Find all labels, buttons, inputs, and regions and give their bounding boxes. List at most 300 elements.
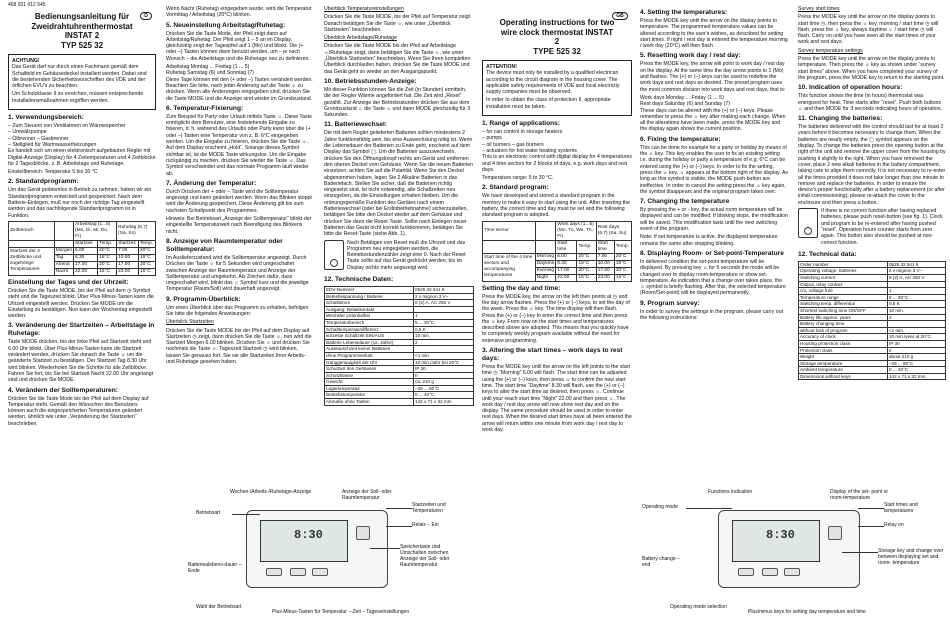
table-cell bbox=[414, 346, 474, 353]
de-s1-list bbox=[8, 123, 156, 148]
table-row bbox=[325, 346, 474, 353]
table-cell: IP 30 bbox=[414, 366, 474, 373]
table-cell: <1 min. bbox=[887, 327, 945, 334]
table-cell bbox=[887, 321, 945, 328]
gb-column-1 bbox=[482, 12, 632, 480]
table-cell: Nacht bbox=[54, 268, 73, 275]
table-cell: c/o, voltage free bbox=[799, 288, 888, 295]
de-standard-table bbox=[8, 221, 156, 276]
table-cell: 2 bbox=[414, 339, 474, 346]
de-warning-text-1: Das Gerät darf nur durch einen Fachmann gemäß dem Schaltbild im Gehäusedeckel installiert werden. Dabei sind die bestehenden Sicherheitsvorschriften des VDE und der örtlichen EVU's zu beachten. bbox=[12, 64, 147, 90]
table-cell: Dimensions without keys bbox=[799, 373, 888, 380]
table-row bbox=[483, 253, 632, 260]
table-cell: 8.30 bbox=[556, 260, 577, 267]
table-cell: 5 ... 30°C bbox=[414, 319, 474, 326]
table-cell: 15°C bbox=[614, 274, 631, 281]
table-cell: EDV-Nummer bbox=[325, 286, 414, 293]
plus-button[interactable] bbox=[784, 568, 800, 576]
table-cell: Schutzart des Gehäuses bbox=[325, 366, 414, 373]
table-cell: 2 x mignon 3 V– bbox=[414, 293, 474, 300]
gb-s6-text: This can be done for example for a party or holiday by means of the ☼ key. This key enables the user to fix an existing setting i.e. during the holiday or party a temperature of e.g. 6°C can be entered using the (+) or (–) keys. In order to fix the setting, press the ☼ key. ☼ appears at the bottom right of the display. As long as this symbol is visible, the MODE push-button are ineffective. In order to cancel the setting press the ☼ key again, the symbol disappears and the original program takes over. bbox=[640, 144, 788, 195]
de-s11-title: 11. Batteriewechsel: bbox=[324, 121, 388, 129]
list-item: – Zum Steuern von Ventilatoren im Wärmespeicher bbox=[8, 123, 126, 130]
de-s5-text2: Diese Tage können mit den (+ oder –) Tasten verändert werden. Beachten Sie bitte, nach jeder Änderung auf die Taste ☼ zu drücken. Wenn alle Änderungen eingegeben sind, drücken Sie die Taste MODE und die Anzeige sind wieder im Grundzustand. bbox=[166, 76, 313, 102]
gb-sd-text: Press the MODE key, the arrow on the left then points at ◷ and the day arrow flashes. Press the (+) or (–) keys, to set the day of the week. Press the ☼ key. The time display will then flash. Press the (+) or (–) key to enter the correct time and then press the ☼ key. From now on the start times and temperatures described above are adopted. This means that you quickly have to completely weekly program available without the need for extensive programming. bbox=[482, 293, 630, 344]
table-row bbox=[799, 360, 946, 367]
table-row bbox=[325, 326, 474, 333]
table-row bbox=[799, 261, 946, 268]
table-cell: –25 ... 60°C bbox=[887, 360, 945, 367]
table-cell: 6.00 bbox=[556, 253, 577, 260]
de-s2b-text: Drücken Sie die Taste MODE, bis der Pfeil auf dem ◷ Symbol steht und die Tageszeit blinkt. Über Plus-Minus-Tasten kann die Uhrzeit eingestellt werden. Drücken Sie MODE um die Einstellung zu bestätigen. Nun kann der Wochentag eingestellt werden. bbox=[8, 287, 154, 320]
gb-attention-box bbox=[482, 60, 632, 116]
gb-attention-text-1: The device must only be installed by a qualified electrican according to the circuit diagram in the housing cover. The applicable safety requirements of VDE and local electricity supply companies must be observed. bbox=[486, 70, 620, 96]
list-item: – for can control in storage heaters bbox=[482, 129, 563, 136]
table-row bbox=[799, 367, 946, 374]
table-row bbox=[325, 339, 474, 346]
gb-standard-table bbox=[482, 221, 632, 282]
de-column-2 bbox=[166, 6, 314, 486]
leader-line bbox=[232, 514, 260, 515]
leader-line bbox=[386, 508, 412, 509]
table-subheader: Start time bbox=[596, 240, 614, 253]
table-cell: 1 bbox=[887, 288, 945, 295]
table-row bbox=[325, 319, 474, 326]
gb-s5-list bbox=[640, 95, 788, 108]
label-relay: Relay on bbox=[884, 522, 904, 528]
de-tech-table bbox=[324, 286, 474, 406]
table-row bbox=[799, 354, 946, 361]
table-cell: Schutzklasse bbox=[325, 372, 414, 379]
de-s9-sub: Überblick Startzeiten bbox=[166, 319, 214, 326]
plus-button[interactable] bbox=[312, 568, 328, 576]
table-cell: 10 min. bbox=[887, 307, 945, 314]
de-s6-text: Zum Beispiel für Party oder Urlaub mittels Taste ☼. Diese Taste ermöglicht dem Benutzer, eine feststehende Eingabe zu fixieren, d. h. während des Urlaubs oder Party kann über die (+ oder –) Tasten eine Temperatur von z. B. 6°C eingegeben werden. Um die Eingabe zu fixieren, drücken Sie die Taste ☼. Auf dem Display erscheint „Hold“. Solange dieses Symbol sichtbar ist, ist die MODE Taste wirkungslos. Um die Eingabe rückgängig zu machen, drücken Sie wieder die Taste ☼. Das Symbol verschwindet und das normale Programm läuft wieder ab. bbox=[166, 113, 312, 177]
de-warning-box bbox=[8, 54, 156, 110]
gb-column-2 bbox=[640, 6, 788, 482]
table-cell: 15°C bbox=[138, 268, 155, 275]
table-header: Ruhetag (6,7) (Sa, So) bbox=[117, 221, 156, 240]
table-cell: 20°C bbox=[577, 253, 596, 260]
table-cell: 8.30 bbox=[73, 254, 97, 261]
table-row bbox=[325, 333, 474, 340]
de-s1-range: Einstellbereich: Temperatur 5 bis 30 °C bbox=[8, 169, 98, 176]
list-item: – actuators for hot water heating systems bbox=[482, 147, 577, 154]
de-s9-sub3: Überblick Arbeitstage/Ruhetage bbox=[324, 35, 397, 42]
gb-s9-text: In order to survey the settings in the program, please carry out the following instructions: bbox=[640, 308, 784, 321]
de-c2-intro: Wenn Nacht (Ruhetag) eingegeben wurde, wird die Temperatur Vormittag / Arbeitstag (20°C) blinken. bbox=[166, 6, 312, 19]
list-item: – Ölbrenner – Gasbrenner bbox=[8, 135, 69, 142]
de-s9-sub2: Überblick Temperatureinstellungen bbox=[324, 6, 404, 12]
table-cell: 1 bbox=[414, 313, 474, 320]
gb-lang-badge: GB bbox=[612, 12, 628, 20]
table-cell: Gewicht bbox=[325, 379, 414, 386]
de-s10-text: Mit dieser Funktion können Sie die Zeit (in Stunden) ermitteln, die der Regler Wärme angefordert hat. Die Zeit wird „Reset“ gezählt. Zur Anzeige der Betriebsstunden drücken Sie aus dem Grundzustand ☼ die Taste ☼ und dann MODE gleichzeitig für 3 Sekunden. bbox=[324, 86, 471, 119]
table-cell: 2 bbox=[887, 314, 945, 321]
table-cell: 2 x mignon 3 V– bbox=[887, 268, 945, 275]
leader-line bbox=[386, 526, 412, 527]
gb-s11-title: 11. Changing the batteries: bbox=[798, 115, 883, 123]
table-cell: 15°C bbox=[577, 274, 596, 281]
table-cell: 5 ... 30°C bbox=[887, 294, 945, 301]
table-cell: 20°C bbox=[98, 247, 117, 254]
gb-s9-text2: Press the MODE key until the arrow on the display points to start time ◷, then press the ☼ key, morning / start time ◷ will flash, press the ☼ key, always daytime ☼ / start time ◷ will flash. Carry on until you have seen all the start times of your work and rest days. bbox=[798, 14, 939, 46]
table-row bbox=[799, 340, 946, 347]
gb-s1-text: This is an electronic control with digital display for 4 temperatures and 4 time sectors for 2 blocks of days, e.g. work days and rest days. bbox=[482, 154, 632, 173]
de-s3-text: Taste MODE drücken, bis der linke Pfeil auf Startzeit steht und 6.00 Uhr blinkt. Über Plus-Minus-Tasten kann die Startzeit verändert werden, drücken Sie danach die Taste ☼ um die geänderte Startzeit zu bestätigen. Der Startzeit Tag 8.30 Uhr wird blinken. Wiederholen Sie die Schritte für alle Zeitblöcke. Fahren Sie fort, bis Sie bei Startzeit Nacht 22.00 Uhr angelangt sind und drücken Sie MODE. bbox=[8, 339, 154, 384]
leader-line bbox=[686, 508, 732, 509]
table-row bbox=[799, 307, 946, 314]
time-readout: 8:30 bbox=[294, 528, 323, 542]
table-row bbox=[799, 268, 946, 275]
table-row bbox=[325, 372, 474, 379]
reset-button-icon bbox=[330, 259, 338, 267]
table-cell: Batterie Lebensdauer (ca. Jahre) bbox=[325, 339, 414, 346]
table-cell: Battery changing time bbox=[799, 321, 888, 328]
table-cell: II bbox=[887, 347, 945, 354]
de-s12-title: 12. Technische Daten: bbox=[324, 275, 394, 283]
table-cell: 18°C bbox=[98, 254, 117, 261]
list-item: – pumps bbox=[482, 135, 502, 142]
table-row bbox=[325, 306, 474, 313]
de-s8-title: 8. Anzeige von Raumtemperatur oder Solltemperatur: bbox=[166, 237, 283, 253]
de-s11-text2: Nach Betätigen von Reset muß die Uhrzeit und das Programm neu eingegeben werden, die Betriebsstundenzähler zeigt eine 0. Nach der Reset Taste sollte auf das Gerät gedrückt werden, bis im Display nichts mehr angezeigt wird. bbox=[347, 239, 466, 271]
table-header: Arbeitstag (1...5) (Mo, Di, Mi, Do, Fr) bbox=[73, 221, 116, 240]
table-row bbox=[325, 352, 474, 359]
table-cell: 7.00 bbox=[596, 253, 614, 260]
table-cell: kürzeste Schaltzeit EIN/AUS bbox=[325, 333, 414, 340]
gb-s9-sub: Survey start times bbox=[798, 6, 840, 12]
label-setpoint: Anzeige der Soll- oder Raumtemperatur bbox=[342, 489, 392, 501]
table-cell: Ambient temperature bbox=[799, 367, 888, 374]
label-week: Wochen-/Arbeits-/Ruhetage-Anzeige bbox=[230, 489, 312, 495]
table-header: Zeitbereich bbox=[9, 221, 55, 240]
gb-s3-title: 3. Altering the start times – work days to rest days: bbox=[482, 347, 623, 363]
table-row bbox=[799, 274, 946, 281]
list-item: Ruhetag Samstag (6) und Sonntag (7) bbox=[166, 70, 254, 77]
mode-button[interactable] bbox=[738, 568, 754, 576]
page-code: 468 931 012 545 bbox=[8, 2, 46, 8]
label-storage: Storage key and change over between displaying set and room- temperature bbox=[878, 548, 944, 566]
table-subheader: Startzeit bbox=[117, 240, 139, 247]
de-warning-title: ACHTUNG! bbox=[12, 58, 40, 64]
de-s5-text: Drücken Sie die Taste Mode, der Pfeil zeigt dann auf Arbeitstag/Ruhetag. Der Pfeil zeigt 1 – 5 an im Display, gleichzeitig zeigt der Tagespfeil auf 1 (Mo) und blinkt. Die (+ oder –) Tasten können dann benutzt werden, um – je nach Wunsch – die Arbeitstage und die Ruhetage neu zu definieren. bbox=[166, 30, 310, 62]
de-s1-text: Es handelt sich um einen elektronisch aufgebauten Regler mit Digital-Anzeige (Display) für 4 Zeitemperaturen und 4 Zeitblöcke für 2 Tagesblöcke, z. B. Arbeitstage und Ruhetage. bbox=[8, 148, 156, 167]
list-item: – Umwälzpumpe bbox=[8, 129, 47, 136]
label-modesel: Operating mode selection bbox=[670, 604, 727, 610]
table-cell: Ausgang: Relaiskontakt bbox=[325, 306, 414, 313]
table-cell: 8 (2) A, AC 250 V bbox=[887, 274, 945, 281]
table-subheader: Start time bbox=[556, 240, 577, 253]
de-s7-hint: Hinweis: Bei Betriebsart „Anzeige der Solltemperatur“ blinkt der eingestellte Temperaturwert nach Beendigung des Blinkens nicht. bbox=[166, 216, 312, 235]
gb-s9-title: 9. Program survey: bbox=[640, 299, 700, 307]
table-cell: Morgen bbox=[55, 247, 72, 253]
table-cell: 8 (2) A, AC 250 V bbox=[414, 300, 474, 307]
table-cell: ohne Programmverlust bbox=[325, 352, 414, 359]
gb-s1-title: 1. Range of applications: bbox=[482, 120, 561, 128]
de-s9-title: 9. Programm-Überblick: bbox=[166, 295, 241, 303]
gb-attention-title: ATTENTION! bbox=[486, 64, 518, 70]
table-cell: Shortest switching time ON/OFF bbox=[799, 307, 888, 314]
table-cell: 142 x 71 x 32 mm bbox=[887, 373, 945, 380]
label-starttimes: Start times and temperatures bbox=[884, 502, 918, 514]
gb-column-3 bbox=[798, 6, 946, 482]
table-cell: Daytime bbox=[536, 260, 555, 266]
gb-thermostat-figure bbox=[640, 488, 946, 616]
table-cell: Weight bbox=[799, 354, 888, 361]
table-cell: 0 ... 40°C bbox=[887, 367, 945, 374]
label-starttimes: Startzeiten und Temperaturen bbox=[412, 502, 446, 514]
table-cell: 20°C bbox=[614, 253, 631, 260]
table-cell: 17.00 bbox=[596, 267, 614, 274]
table-cell: Ausstauschzeit keiner Batterien bbox=[325, 346, 414, 353]
table-cell: 19°C bbox=[614, 260, 631, 267]
table-cell: 0525 32 641 9 bbox=[414, 286, 474, 293]
gb-s8-text: In delivered condition the set-point temperature will be displayed. By pressing key ☼ for 5 seconds the mode will be changed over to display room-temperature or show set-temperature. As indication that a change over takes place, the ☼ symbol is briefly flashing. After this, the selected temperature (Room/Set-point) will be displayed permanently. bbox=[640, 258, 786, 297]
table-cell: <1 min. bbox=[414, 352, 474, 359]
table-cell: Betriebsspannung / Batterie bbox=[325, 293, 414, 300]
table-cell: 19°C bbox=[138, 254, 155, 261]
gb-s5-text: Press the MODE key, the arrow will point to work day / rest day on the display. At the same time the day arrow points to 1 (Mo) and flashes. The (+) or (–) keys can be used to redefine the work days and rest days as desired. The preset program uses the most common division into work days and rest days, that is: bbox=[640, 61, 786, 93]
de-s10-title: 10. Betriebsstunden-Anzeige: bbox=[324, 77, 417, 85]
label-plusminus: Plus-Minus-Tasten für Temperatur – Zeit – Tageseinstellungen bbox=[272, 609, 410, 615]
de-s7-text: Durch Drücken der + oder – Taste wird die Solltemperatur angezeigt und kann geändert werden. Wenn das Blinken stoppt wird die Änderung gespeichert. Diese Änderung gilt bis zum nächsten Schaltpunkt des Programmes. bbox=[166, 188, 312, 214]
leader-line bbox=[842, 552, 878, 553]
gb-s4-title: 4. Setting the temperatures: bbox=[640, 9, 728, 16]
table-cell: Abend bbox=[54, 261, 73, 268]
table-cell: 20°C bbox=[138, 261, 155, 268]
gb-s2-title: 2. Standard program: bbox=[482, 184, 549, 192]
table-cell: 23.00 bbox=[117, 268, 139, 275]
de-s6-title: 6. Temperatur-Fixierung: bbox=[166, 104, 244, 112]
table-cell: about 210 g bbox=[887, 354, 945, 361]
table-cell: 10.00 bbox=[117, 254, 139, 261]
table-cell: Housing protection class bbox=[799, 340, 888, 347]
de-s2-title: 2. Standardprogramm: bbox=[8, 178, 79, 186]
table-cell: Start time of the 4 time sectors and accompanying temperatures bbox=[483, 253, 536, 281]
table-row bbox=[325, 385, 474, 392]
table-cell: 20°C bbox=[614, 267, 631, 274]
table-row bbox=[799, 294, 946, 301]
table-row bbox=[325, 366, 474, 373]
gb-s1-range: Temperature range: 5 to 30 °C. bbox=[482, 175, 554, 182]
gb-s5-title: 5. Resetting work day / rest day: bbox=[640, 52, 741, 60]
label-relay: Relais – Ein bbox=[412, 522, 439, 528]
table-row bbox=[325, 392, 474, 399]
table-cell: Temperature range bbox=[799, 294, 888, 301]
gb-title: Operating instructions for two wire clock thermostat INSTAT 2 bbox=[499, 18, 615, 46]
table-cell: 142 x 71 x 32 mm bbox=[414, 399, 474, 406]
de-s8-text: Im Auslieferzustand wird die Solltemperatur angezeigt. Durch Drücken der Taste ☼ für 5 Sekunden wird umgeschaltet zwischen Anzeige der Raumtemperatur und Anzeige der Solltemperatur und umgekehrt. Als Zeichen dafür, dass umgeschaltet wird, blinkt das ☼ Symbol kurz und die jeweilige Temperatur (Raum/Soll) wird dauerhaft angezeigt. bbox=[166, 254, 309, 293]
de-s2b-title: Einstellung der Tages und der Uhrzeit: bbox=[8, 278, 129, 286]
table-cell: 15°C bbox=[98, 268, 117, 275]
table-cell bbox=[414, 306, 474, 313]
de-s11-text: Die mit dem Regler gelieferten Batterien sollten mindestens 2 Jahre funktionsfähig sein, bis eine Auswechslung nötig ist. Wenn die Lebensdauer der Batterien zu Ende geht, erscheint auf dem Display das Symbol ▢. Um die Batterien auszuwechseln, drücken Sie den Öffnungsknopf rechts am Gerät und entfernen den oberen Deckel vom Gehäuse. Wenn Sie die neuen Batterien einsetzen, achten Sie auf die Polarität. Wenn Sie den Deckel abgenommen haben, legen Sie 2 Alkaline Batterien in das Batteriefach. Stellen Sie sicher, daß die Batterien richtig eingesetzt sind. Ist nicht notwendig, alle Schaltzeiten neu einzugeben, da die Einstellungen erhalten bleiben. Um die ordnungsgemäße Funktion des Gerätes nach einem Batteriewechsel (oder bei Erstinbetriebnahme) sicherzustellen, betätigen Sie bitte den Deckel wieder auf dem Gehäuse und drücken Sie dann die Reset-Taste. Sollte nach Einlegen neuer Batterien das Gerät nicht korrekt funktionieren, betätigen Sie bitte die Reset-Taste (siehe Abb. 1). bbox=[324, 130, 473, 238]
leader-line bbox=[370, 548, 400, 549]
table-cell: Storage temperature bbox=[799, 360, 888, 367]
table-row bbox=[799, 334, 946, 341]
label-battery: Batteriealebens-dauer – Ende bbox=[188, 562, 242, 574]
gb-s11-text: The batteries delivered with the control should last for at least 2 years before it becomes necessary to change them. When the batteries are nearly empty, the ▢ symbol appears on the display. To change the batteries press the opening button at the right of the unit and remove the upper cover from the housing by pushing it slightly to the right. When you have removed the cover, place 2 new alkali batteries in the battery compartment, taking care to align them correctly. It is not necessary to re-enter all the times provided it does not take longer than one minute to remove and replace the batteries. In order to ensure the device's proper functionality after a battery replacement (or after initial commissioning), please re-attach the cover to the enclosure and then press a button. bbox=[798, 124, 946, 206]
gb-s7-text: By pressing the + or - key, the actual room temperature will be displayed and can be modified. If blinking stops, the modification will be saved. This modification lasts until the next switching event of the program. bbox=[640, 207, 788, 233]
save-button[interactable] bbox=[828, 526, 842, 540]
label-mode: Betriebsart bbox=[196, 510, 221, 516]
de-column-3 bbox=[324, 6, 474, 484]
table-header: Rest days (6,7) (Sa, Su) bbox=[596, 221, 631, 240]
list-item: – oil burners – gas burners bbox=[482, 141, 544, 148]
label-setpoint: Display of the set- point or room-temperature bbox=[830, 489, 889, 501]
mode-button[interactable] bbox=[266, 568, 282, 576]
de-s5-title: 5. Neueinstellung Arbeitstag/Ruhetag: bbox=[166, 21, 286, 29]
gb-s1-list bbox=[482, 129, 632, 154]
table-cell: Switching temp. differential bbox=[799, 301, 888, 308]
table-cell: Battery life approx. years bbox=[799, 314, 888, 321]
table-cell: Night bbox=[535, 274, 556, 281]
table-cell: 22.00 bbox=[556, 274, 577, 281]
table-row bbox=[799, 373, 946, 380]
leader-line bbox=[858, 526, 884, 527]
gb-tech-table bbox=[798, 261, 946, 381]
minus-button[interactable] bbox=[762, 568, 778, 576]
label-plusminus: Plus/minus keys for setting day temperature and time bbox=[748, 609, 866, 615]
table-cell: 22.00 bbox=[73, 268, 97, 275]
table-row bbox=[325, 399, 474, 406]
reset-diagram-gb bbox=[798, 208, 818, 238]
table-cell: IP 30 bbox=[887, 340, 945, 347]
minus-button[interactable] bbox=[290, 568, 306, 576]
de-s5-list bbox=[166, 64, 314, 77]
gb-s7-note: Note: If set temperature is active, the displayed temperature remains the same after stopping blinking. bbox=[640, 234, 778, 247]
table-cell: Schaltstrom bbox=[325, 300, 414, 307]
table-cell: Startzeit der 4 Zeitblöcke und zugehörige Temperaturen bbox=[9, 247, 55, 275]
table-cell: 20°C bbox=[138, 247, 155, 254]
de-s9-text4: Drücken Sie die Taste MODE bis der Pfeil auf Arbeitstage ☼/Ruhetage zeigt, dann betätigen Sie die Taste ☼, wie unter „Überblick Startzeiten“ beschrieben. Wenn Sie Ihren kompletten Überblick durchlaufen haben, drücken Sie die Taste MODE und das Gerät geht so wieder an den Ausgangspunkt. bbox=[324, 43, 471, 75]
de-title: Bedienungsanleitung für Zweidrahtuhrenthermostat INSTAT 2 bbox=[31, 12, 133, 40]
table-row bbox=[325, 300, 474, 307]
table-subheader: Temp. bbox=[614, 240, 631, 253]
table-row bbox=[799, 314, 946, 321]
table-cell: Schalttemperaturdifferenz bbox=[325, 326, 414, 333]
label-battery: Battery change – end bbox=[642, 556, 680, 568]
gb-sd-title: Setting the day and time: bbox=[482, 284, 561, 292]
gb-s6-title: 6. Fixing the temperature: bbox=[640, 135, 721, 143]
table-row bbox=[325, 286, 474, 293]
table-row bbox=[799, 327, 946, 334]
list-item: Rest days Saturday (6) and Sunday (7) bbox=[640, 101, 730, 108]
table-cell: Evening bbox=[536, 267, 555, 273]
table-cell: 18°C bbox=[577, 260, 596, 267]
table-cell: Protection class bbox=[799, 347, 888, 354]
table-cell: 0,5 K bbox=[414, 326, 474, 333]
gb-s9-sub2: Survey temperature settings bbox=[798, 47, 863, 54]
time-readout: 8:30 bbox=[766, 528, 795, 542]
table-subheader: Temp. bbox=[577, 240, 596, 253]
gb-s9-text3: Press the MODE key until the arrow on the display points to temperature. Then press the ☼ key as shown under “survey start times” above. When you have completed your survey of the program, press the MODE key to return to the starting point. bbox=[798, 56, 945, 81]
table-row bbox=[799, 301, 946, 308]
gb-s12-title: 12. Technical data: bbox=[798, 250, 857, 258]
de-s2-text: Um das Gerät problemlos in Betrieb zu nehmen, haben wir ein Standardprogramm entwickelt und gespeichert. Nach dem Batterie-Einlegen, muß nur noch der richtige Tag eingestellt werden und das nachfolgende Standardprogramm ist in Funktion. bbox=[8, 187, 152, 219]
table-cell: 0,5 K bbox=[887, 301, 945, 308]
de-warning-text-2: Um Schutzklasse II zu erreichen, müssen entsprechende Installationsmaßnahmen ergriffen werden. bbox=[12, 91, 144, 104]
table-cell: Betriebstemperatur bbox=[325, 392, 414, 399]
gb-s11-text2: If there is no correct function after having replaced batteries, please push reset-botton (see fig. 1). Clock and program to be re-entered after having pushed “reset”. Operation hours counter starts from zero again. This button also should be pushed at non-correct function. bbox=[821, 208, 943, 246]
table-subheader: Temp. bbox=[138, 240, 155, 247]
table-row bbox=[9, 247, 156, 254]
table-header: Work days (1...5) (Mo, Tu, We, Th, Fr) bbox=[556, 221, 596, 240]
table-cell: ca. 210 g bbox=[414, 379, 474, 386]
table-cell: 0 ... 40°C bbox=[414, 392, 474, 399]
list-item: Arbeitstag Montag ... Freitag (1 ... 5) bbox=[166, 64, 250, 71]
de-type: TYP 525 32 bbox=[60, 40, 104, 50]
table-header: Time sector bbox=[483, 221, 536, 240]
table-row bbox=[325, 293, 474, 300]
de-s4-title: 4. Verändern der Solltemperaturen: bbox=[8, 386, 118, 394]
reset-button-icon bbox=[804, 227, 812, 235]
table-cell: 10 min./Jahr bei 20°C bbox=[414, 359, 474, 366]
label-wahl: Wahl der Betriebsart bbox=[196, 604, 242, 610]
label-functions: Functions indication bbox=[708, 489, 753, 495]
gb-s10-title: 10. Indication of operation hours: bbox=[798, 84, 903, 92]
table-cell: 20°C bbox=[98, 261, 117, 268]
table-cell: 17.00 bbox=[556, 267, 577, 274]
table-cell: –25 ... 60°C bbox=[414, 385, 474, 392]
de-lang-badge: D bbox=[140, 12, 152, 20]
gb-s5-text2: These days can be altered with the (+) or (–) keys. Please remember to press the ☼ key after making each change. When all the alterations have been made, press the MODE key and the display again shows the current position. bbox=[640, 107, 786, 133]
table-cell: 10 min. bbox=[414, 333, 474, 340]
label-save: Speichertaste und Umschalten zwischen Anzeige der Soll- oder Raumtemperatur bbox=[400, 544, 450, 568]
de-s9-text2: Drücken Sie die Taste MODE bis der Pfeil auf dem Display auf Startzeiten ◷ zeigt, dann drücken Sie die Taste ☼, nun wird die Startzeit Morgen 6.00 blinken. Drücken Sie ☼ und drücken Sie nochmals die Taste ☼. Tageszeit Startzeit ◷ wird blinken, lassen Sie genauso fort. Sie sie alle Startzeiten Ihrer Arbeits- und Ruhetage gesehen haben. bbox=[166, 327, 312, 366]
table-cell: Wechsler potentialfrei bbox=[325, 313, 414, 320]
table-cell: 23.00 bbox=[596, 274, 614, 281]
gb-s3-text: Press the MODE key until the arrow on the left points to the start time ◷ “Morning” 6.00 will flash. The start time can be adjusted using the (+) or (–) keys, then press ☼ to confirm the new start time. The start time “Daytime” 8.30 will flash, use the (+) or (–) keys to alter the start time as desired, then press ☼. Continue until your reach start time “Night” 22.00 and then press ☼. The work day / rest day arrow will now show rest day and on the display. The same procedure should be used in order to enter rest days. When the desired start times have all been entered the arrow will return within one minute from work day / rest day to work day. bbox=[482, 364, 632, 433]
table-cell: 17.00 bbox=[73, 261, 97, 268]
table-row bbox=[799, 347, 946, 354]
list-item: Work days Monday ... Friday (1 ... 5) bbox=[640, 94, 724, 101]
table-row bbox=[325, 359, 474, 366]
gb-s4-text: Press the MODE key until the arrow on the display points to temperature. The programmed temperature values can be altered according to the user's wishes, as described for setting start times. If night / rest day is entered the temperature morning / work day (20°C) will then flash. bbox=[640, 18, 788, 50]
gb-type: TYPE 525 32 bbox=[533, 46, 581, 56]
table-cell: 17.00 bbox=[117, 261, 139, 268]
table-cell: Switching current bbox=[799, 274, 888, 281]
list-item: – Stellglied für Warmwasserheizungen bbox=[8, 141, 97, 148]
gb-s7-title: 7. Changing the temperature bbox=[640, 198, 730, 206]
table-cell: 10 min./year at 20°C bbox=[887, 334, 945, 341]
de-s4-text: Drücken Sie die Taste Mode bis der Pfeil auf dem Display auf Temperatur steht. Gemäß den Wünschen des Benutzers können auch die eingespeicherten Temperaturen geändert werden, ähnlich wie unter „Veränderung der Startzeiten“ beschrieben. bbox=[8, 395, 149, 427]
table-cell: 0525 32 641 9 bbox=[887, 261, 945, 268]
de-s9-text: Um einen Überblick über das Programm zu erhalten, befolgen Sie bitte die folgenden Anweisungen: bbox=[166, 304, 309, 317]
table-cell: Lagertemperatur bbox=[325, 385, 414, 392]
table-subheader: Startzeit bbox=[73, 240, 97, 247]
table-subheader: Temp. bbox=[98, 240, 117, 247]
table-cell: Temperaturbereich bbox=[325, 319, 414, 326]
de-s3-title: 3. Veränderung der Startzeiten – Arbeitstage in Ruhetage: bbox=[8, 322, 155, 338]
gb-attention-text-2: In order to obtain the class of protection II, appropriate installation must be taken. bbox=[486, 97, 611, 110]
reset-diagram-de bbox=[324, 240, 344, 270]
de-s7-title: 7. Änderung der Temperatur: bbox=[166, 179, 257, 187]
de-s9-text3: Drücken Sie die Taste MODE, bis der Pfeil auf Temperatur zeigt. Danach betätigen Sie die Taste ☼, wie unter „Überblick Startzeiten“ beschrieben. bbox=[324, 14, 472, 33]
table-cell: 7.00 bbox=[117, 247, 139, 254]
table-cell: Accuracy of clock bbox=[799, 334, 888, 341]
label-mode: Operating mode bbox=[642, 504, 678, 510]
table-cell: 10.00 bbox=[596, 260, 614, 267]
gb-s8-title: 8. Displaying Room- or Set-point-Temperature bbox=[640, 249, 784, 257]
gb-s10-text: This function shows the time (in hours) thermostat was energized for heat. Time starts after “reset”. Push both buttons ☼ and then MODE for 3 seconds indicating hours of operation. bbox=[798, 93, 943, 112]
table-cell: Tag bbox=[54, 254, 73, 261]
table-cell: 20°C bbox=[577, 267, 596, 274]
de-thermostat-figure bbox=[166, 488, 472, 616]
table-cell: 6.00 bbox=[73, 247, 97, 254]
save-button[interactable] bbox=[356, 526, 370, 540]
